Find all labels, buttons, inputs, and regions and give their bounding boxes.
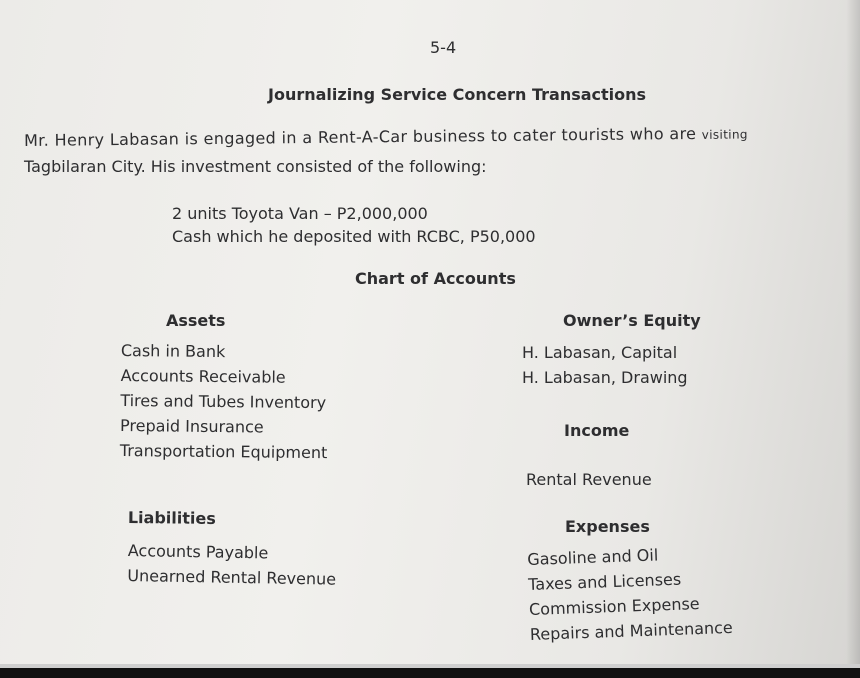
intro-line-1-main: Mr. Henry Labasan is engaged in a Rent-A-Car business to cater tourists who are (24, 123, 697, 150)
page-bottom-highlight (0, 664, 860, 668)
page-bottom-border (0, 664, 860, 678)
list-item: Tires and Tubes Inventory (120, 390, 327, 413)
chart-of-accounts-title: Chart of Accounts (355, 269, 516, 288)
income-heading: Income (564, 421, 630, 440)
page-edge-shadow (846, 0, 860, 664)
investment-item-cash: Cash which he deposited with RCBC, P50,000 (172, 227, 536, 246)
investment-item-van: 2 units Toyota Van – P2,000,000 (172, 204, 428, 223)
liabilities-heading: Liabilities (127, 508, 216, 528)
intro-line-2: Tagbilaran City. His investment consisted of the following: (24, 157, 487, 176)
owners-equity-heading: Owner’s Equity (563, 311, 701, 330)
liabilities-list (127, 541, 337, 595)
owners-equity-list (522, 343, 688, 393)
assets-list (120, 341, 329, 468)
list-item: Gasoline and Oil (527, 545, 659, 569)
list-item: H. Labasan, Capital (522, 343, 678, 362)
list-item: Cash in Bank (120, 341, 226, 362)
intro-line-1 (24, 123, 748, 150)
list-item: Rental Revenue (526, 470, 652, 489)
page-number: 5-4 (430, 38, 457, 57)
list-item: Accounts Payable (127, 541, 269, 563)
expenses-list (527, 543, 733, 650)
page-title: Journalizing Service Concern Transactions (268, 85, 647, 104)
assets-heading: Assets (166, 311, 226, 330)
expenses-heading: Expenses (565, 517, 650, 536)
list-item: Unearned Rental Revenue (127, 565, 337, 589)
list-item: Prepaid Insurance (120, 415, 264, 437)
list-item: Accounts Receivable (120, 365, 286, 387)
list-item: Taxes and Licenses (527, 569, 682, 594)
list-item: Commission Expense (528, 594, 700, 619)
list-item: Transportation Equipment (119, 440, 328, 463)
list-item: H. Labasan, Drawing (522, 368, 688, 387)
list-item: Repairs and Maintenance (529, 617, 734, 644)
intro-line-1-end: visiting (701, 127, 748, 142)
